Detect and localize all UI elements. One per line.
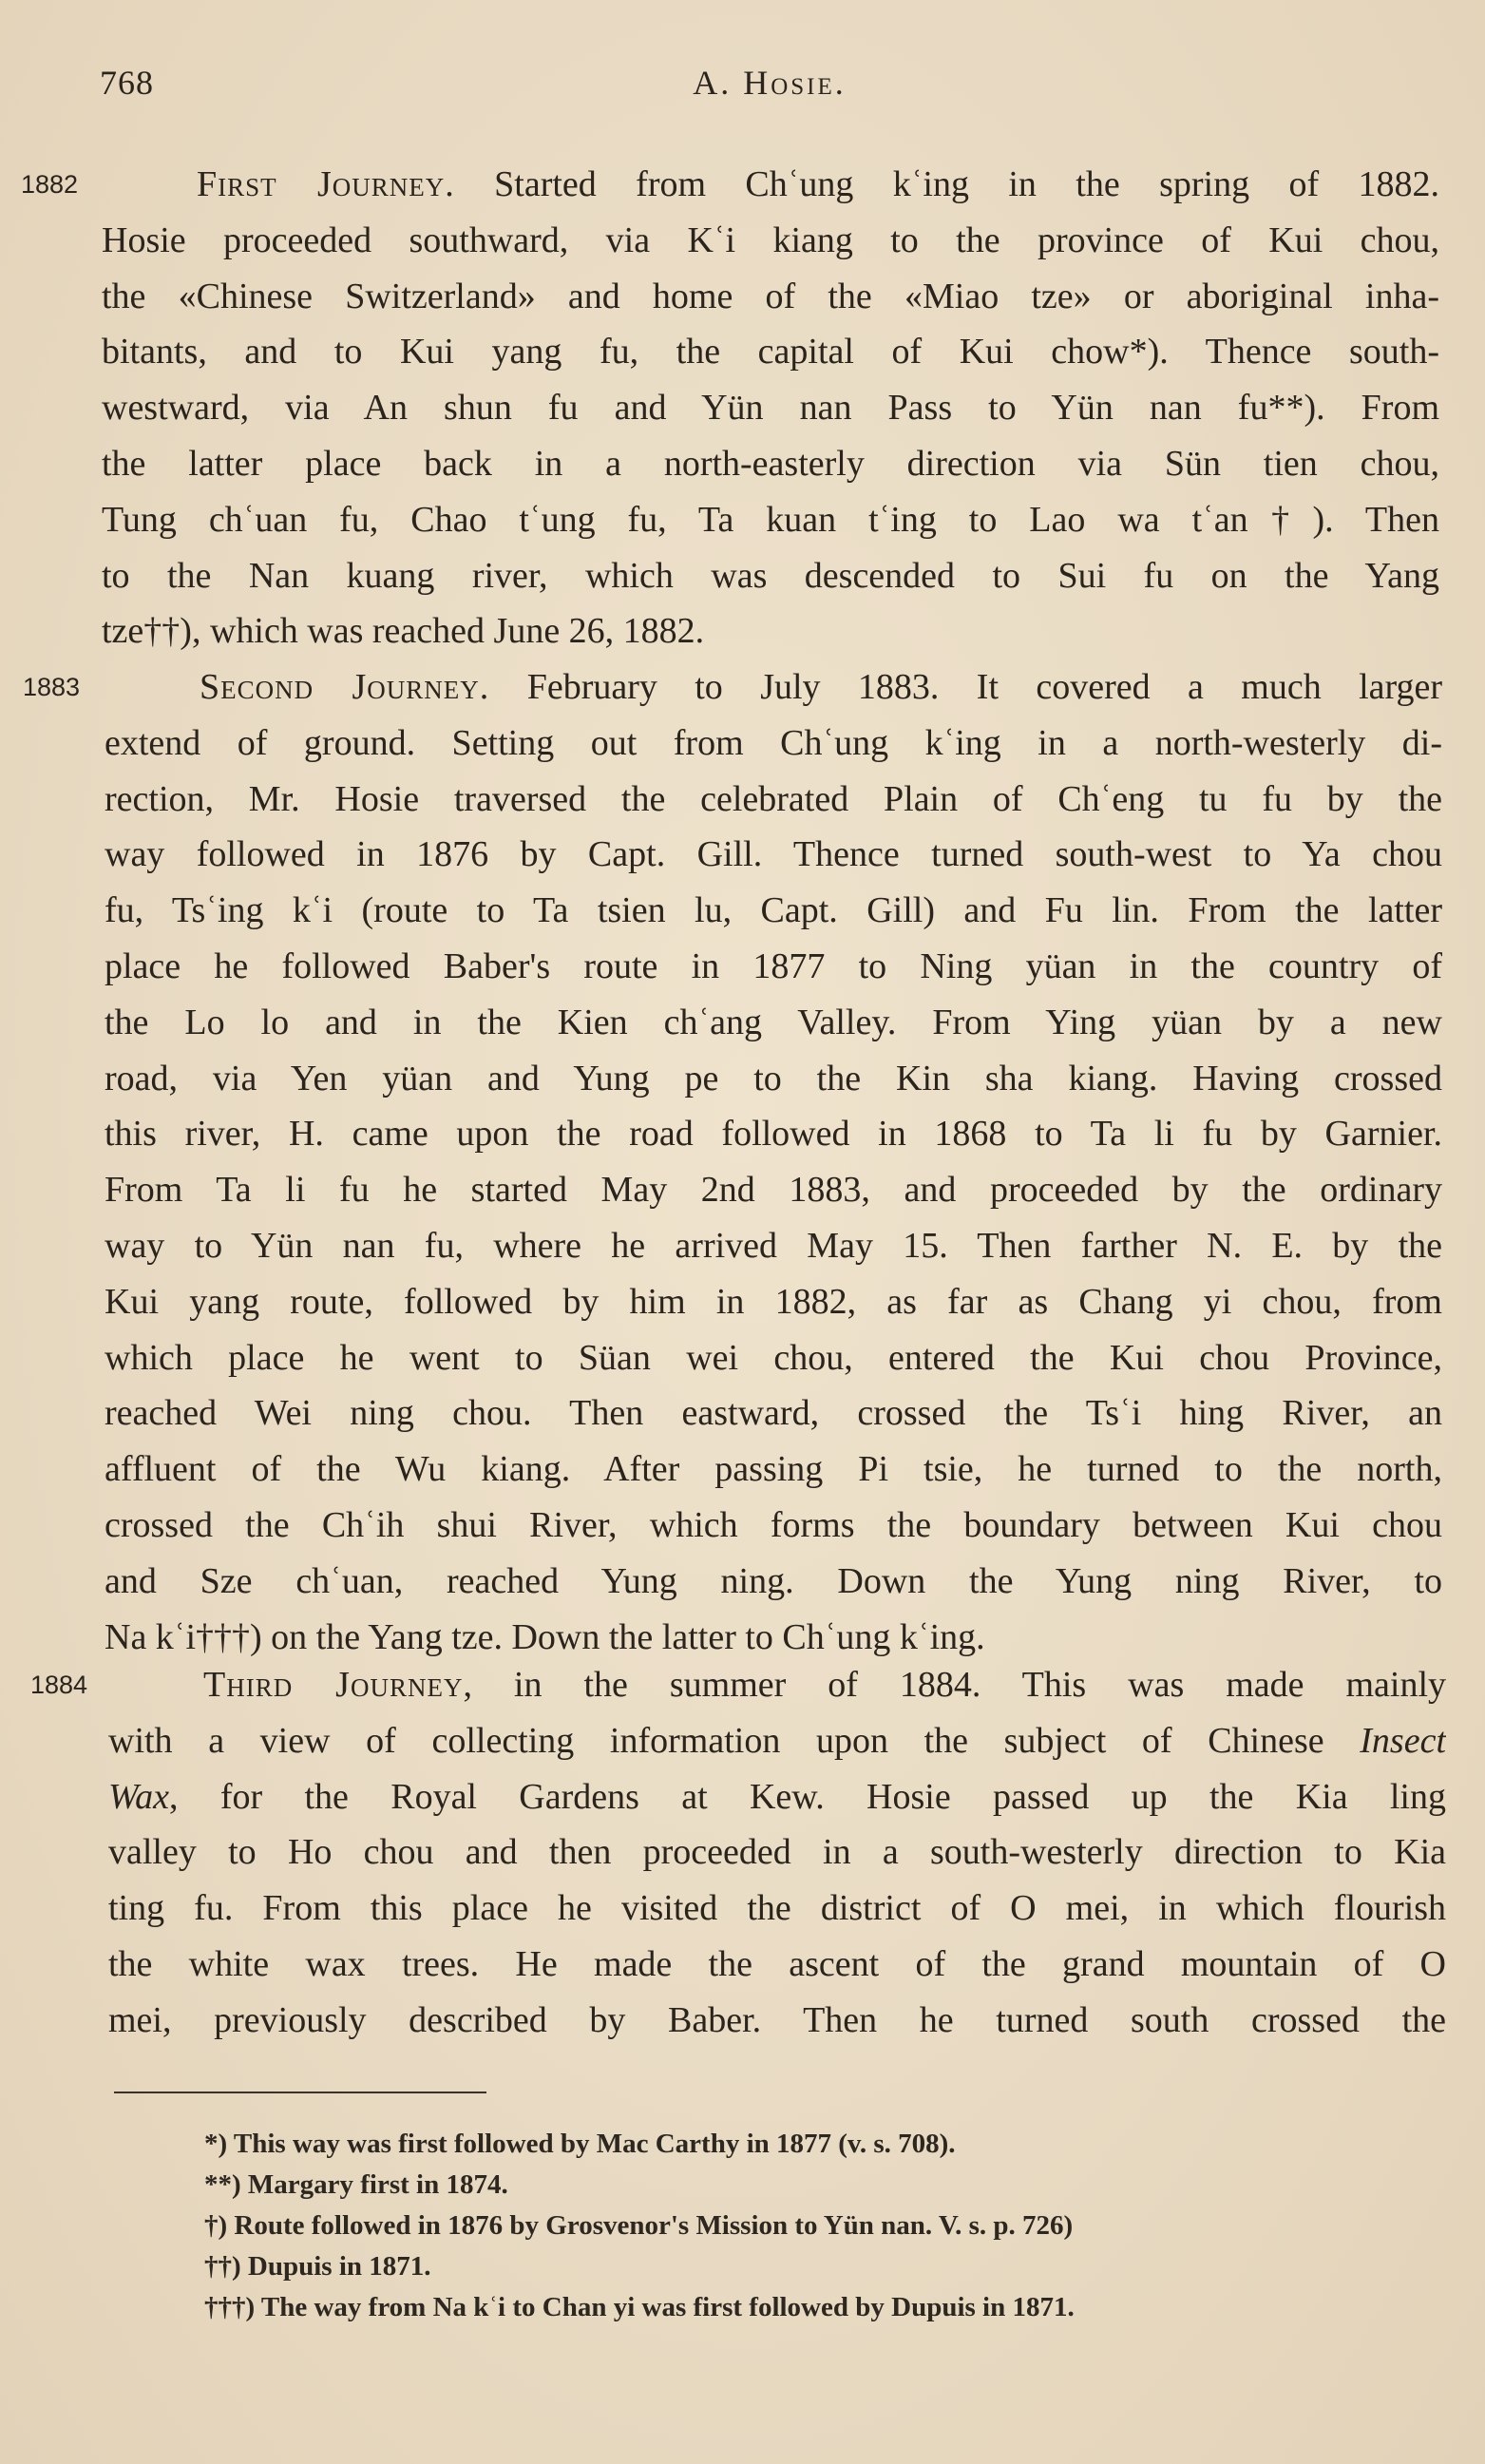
- text-line: with a view of collecting information upon the subject of Chinese Insect: [108, 1720, 1446, 1761]
- text-line: the latter place back in a north-easterly direction via Sün tien chou,: [102, 443, 1439, 484]
- section-body: [102, 157, 1439, 659]
- footnote: †††) The way from Na kʿi to Chan yi was first followed by Dupuis in 1871.: [204, 2292, 1075, 2322]
- text-line: crossed the Chʿih shui River, which forms the boundary between Kui chou: [105, 1504, 1442, 1545]
- text-line: Na kʿi†††) on the Yang tze. Down the latter to Chʿung kʿing.: [105, 1616, 985, 1657]
- margin-year: 1883: [23, 673, 81, 701]
- footnote: †) Route followed in 1876 by Grosvenor's Mission to Yün nan. V. s. p. 726): [204, 2210, 1074, 2241]
- text-line: From Ta li fu he started May 2nd 1883, and proceeded by the ordinary: [105, 1170, 1442, 1211]
- text-line: tze††), which was reached June 26, 1882.: [102, 611, 705, 652]
- text-line: Kui yang route, followed by him in 1882, as far as Chang yi chou, from: [105, 1281, 1442, 1322]
- text-line: First Journey. Started from Chʿung kʿing in the spring of 1882.: [197, 164, 1439, 204]
- section-heading: First Journey.: [197, 164, 455, 204]
- footnote: *) This way was first followed by Mac Carthy in 1877 (v. s. 708).: [204, 2129, 956, 2159]
- text-line: the white wax trees. He made the ascent of the grand mountain of O: [108, 1943, 1446, 1984]
- margin-year: 1884: [30, 1671, 88, 1699]
- text-line: westward, via An shun fu and Yün nan Pass to Yün nan fu**). From: [102, 388, 1439, 429]
- text-line: and Sze chʿuan, reached Yung ning. Down the Yung ning River, to: [105, 1560, 1442, 1601]
- section-heading: Second Journey.: [200, 667, 490, 707]
- footnote-rule: [114, 2092, 486, 2093]
- footnote: **) Margary first in 1874.: [204, 2169, 508, 2200]
- text-line: Second Journey. February to July 1883. It covered a much larger: [200, 667, 1442, 707]
- text-line: reached Wei ning chou. Then eastward, crossed the Tsʿi hing River, an: [105, 1393, 1442, 1434]
- page-number: 768: [100, 64, 154, 102]
- text-line: bitants, and to Kui yang fu, the capital of Kui chow*). Thence south-: [102, 332, 1439, 372]
- text-line: Wax, for the Royal Gardens at Kew. Hosie passed up the Kia ling: [108, 1776, 1446, 1817]
- text-line: the «Chinese Switzerland» and home of the «Miao tze» or aboriginal inha-: [102, 276, 1439, 316]
- page-header: [100, 63, 1439, 110]
- text-line: extend of ground. Setting out from Chʿung kʿing in a north-westerly di-: [105, 722, 1442, 763]
- text-line: the Lo lo and in the Kien chʿang Valley. From Ying yüan by a new: [105, 1002, 1442, 1042]
- section-heading: Third Journey: [203, 1665, 464, 1705]
- text-line: way to Yün nan fu, where he arrived May 15. Then farther N. E. by the: [105, 1225, 1442, 1266]
- text-line: Third Journey, in the summer of 1884. This was made mainly: [203, 1665, 1446, 1705]
- footnotes: [204, 2124, 1344, 2328]
- text-line: mei, previously described by Baber. Then he turned south crossed the: [108, 1999, 1446, 2040]
- text-line: valley to Ho chou and then proceeded in a south-westerly direction to Kia: [108, 1832, 1446, 1873]
- text-line: which place he went to Süan wei chou, entered the Kui chou Province,: [105, 1337, 1442, 1378]
- text-line: this river, H. came upon the road followed in 1868 to Ta li fu by Garnier.: [105, 1114, 1442, 1155]
- text-line: Hosie proceeded southward, via Kʿi kiang to the province of Kui chou,: [102, 220, 1439, 260]
- text-line: ting fu. From this place he visited the district of O mei, in which flourish: [108, 1888, 1446, 1929]
- text-line: to the Nan kuang river, which was descended to Sui fu on the Yang: [102, 555, 1439, 596]
- footnote: ††) Dupuis in 1871.: [204, 2251, 431, 2282]
- text-line: affluent of the Wu kiang. After passing Pi tsie, he turned to the north,: [105, 1449, 1442, 1490]
- section-body: [105, 659, 1442, 1665]
- running-head: A. Hosie.: [693, 64, 847, 102]
- section-body: [108, 1657, 1446, 2049]
- margin-year: 1882: [21, 170, 79, 199]
- text-line: fu, Tsʿing kʿi (route to Ta tsien lu, Capt. Gill) and Fu lin. From the latter: [105, 890, 1442, 931]
- text-line: road, via Yen yüan and Yung pe to the Kin sha kiang. Having crossed: [105, 1058, 1442, 1098]
- text-line: way followed in 1876 by Capt. Gill. Thence turned south-west to Ya chou: [105, 834, 1442, 875]
- text-line: rection, Mr. Hosie traversed the celebrated Plain of Chʿeng tu fu by the: [105, 778, 1442, 819]
- text-line: Tung chʿuan fu, Chao tʿung fu, Ta kuan tʿing to Lao wa tʿan†). Then: [102, 499, 1439, 540]
- text-line: place he followed Baber's route in 1877 to Ning yüan in the country of: [105, 945, 1442, 986]
